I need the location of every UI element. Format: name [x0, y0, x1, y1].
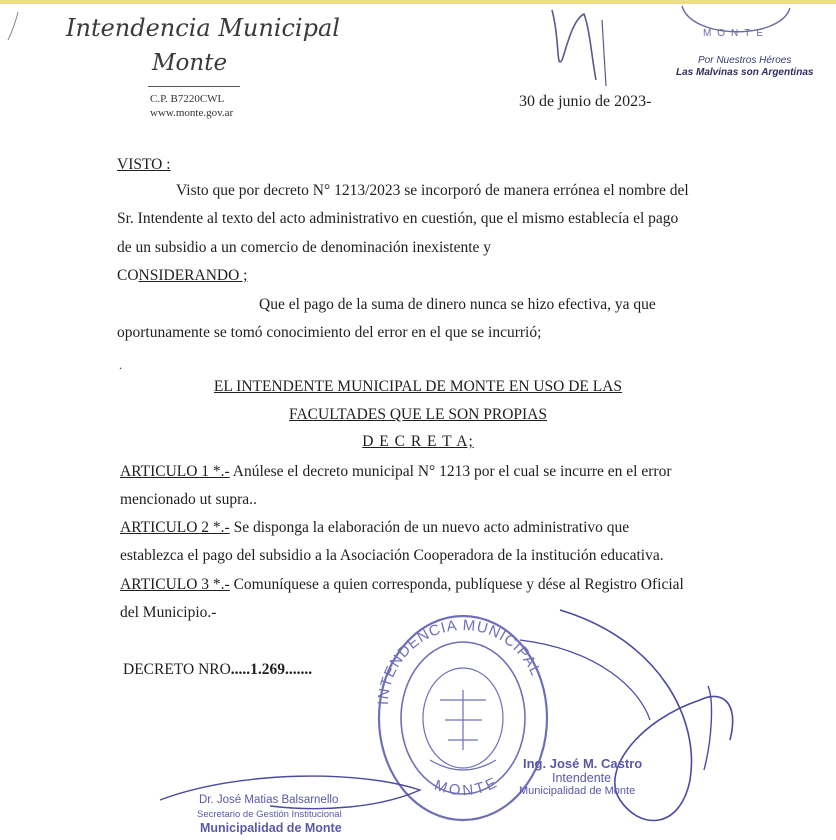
postal-code: C.P. B7220CWL — [150, 93, 225, 105]
article-2-line-1: ARTICULO 2 *.- Se disponga la elaboración de un nuevo acto administrativo que — [120, 519, 630, 536]
visto-line-1: Visto que por decreto N° 1213/2023 se incorporó de manera errónea el nombre del — [176, 182, 689, 199]
considerando-heading: CONSIDERANDO ; — [117, 267, 248, 284]
visto-heading: VISTO : — [117, 156, 171, 173]
website: www.monte.gov.ar — [150, 107, 234, 119]
seal-text: MONTE — [702, 28, 770, 39]
article-3-line-2: del Municipio.- — [120, 604, 217, 621]
left-signer-name: Dr. José Matias Balsarnello — [199, 794, 339, 806]
stamp-top-text: INTENDENCIA MUNICIPAL — [374, 616, 545, 706]
decreta-heading: D E C R E T A; — [362, 433, 474, 450]
tagline-malvinas: Las Malvinas son Argentinas — [676, 67, 814, 78]
letterhead-title: Intendencia Municipal — [66, 14, 340, 42]
letterhead-subtitle: Monte — [152, 50, 228, 76]
considerando-line-1: Que el pago de la suma de dinero nunca se hizo efectiva, ya que — [259, 296, 656, 313]
considerando-line-2: oportunamente se tomó conocimiento del error en el que se incurrió; — [117, 324, 542, 341]
left-signer-role: Secretario de Gestión Institucional — [197, 809, 342, 820]
article-1-line-2: mencionado ut supra.. — [120, 491, 257, 508]
article-1-line-1: ARTICULO 1 *.- Anúlese el decreto municipal N° 1213 por el cual se incurre en el error — [120, 463, 672, 480]
article-2-line-2: establezca el pago del subsidio a la Asociación Cooperadora de la institución educativa. — [120, 547, 664, 564]
visto-line-3: de un subsidio a un comercio de denominación inexistente y — [117, 239, 492, 256]
stamp-bottom-text: MONTE — [432, 773, 502, 800]
article-3-line-1: ARTICULO 3 *.- Comuníquese a quien corresponda, publíquese y dése al Registro Oficial — [120, 576, 684, 593]
visto-line-2: Sr. Intendente al texto del acto administrativo en cuestión, que el mismo establecía el pago — [117, 210, 679, 227]
right-signer-org: Municipalidad de Monte — [519, 785, 636, 797]
tagline-heroes: Por Nuestros Héroes — [698, 55, 792, 66]
left-signer-org: Municipalidad de Monte — [200, 821, 342, 835]
decree-number: DECRETO NRO.....1.269....... — [123, 661, 313, 678]
document-date: 30 de junio de 2023- — [519, 93, 652, 110]
resolution-line-1: EL INTENDENTE MUNICIPAL DE MONTE EN USO DE LAS — [213, 378, 623, 395]
stray-dot: . — [119, 358, 122, 372]
resolution-line-2: FACULTADES QUE LE SON PROPIAS — [289, 406, 547, 423]
right-signer-role: Intendente — [552, 771, 612, 785]
right-signer-name: Ing. José M. Castro — [523, 756, 643, 771]
